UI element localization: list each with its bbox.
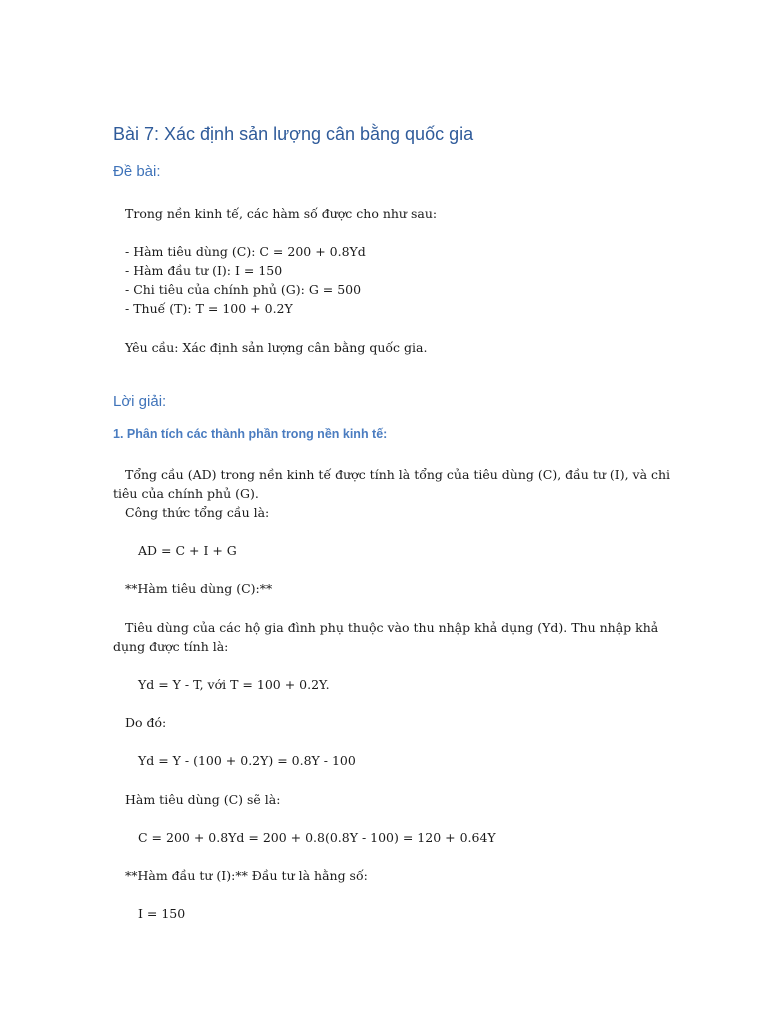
consumption-paragraph-line2: dụng được tính là: xyxy=(113,639,229,654)
solution-heading: Lời giải: xyxy=(113,393,167,410)
yd-expanded-formula: Yd = Y - (100 + 0.2Y) = 0.8Y - 100 xyxy=(138,753,356,768)
consumption-formula: C = 200 + 0.8Yd = 200 + 0.8(0.8Y - 100) = 120 + 0.64Y xyxy=(138,830,496,845)
ad-formula-intro: Công thức tổng cầu là: xyxy=(125,505,270,520)
ad-paragraph-line2: tiêu của chính phủ (G). xyxy=(113,486,259,501)
problem-item-tax: - Thuế (T): T = 100 + 0.2Y xyxy=(125,301,293,316)
ad-paragraph-line1: Tổng cầu (AD) trong nền kinh tế được tính là tổng của tiêu dùng (C), đầu tư (I), và chi xyxy=(125,467,671,482)
document-title: Bài 7: Xác định sản lượng cân bằng quốc gia xyxy=(113,124,474,144)
ad-formula: AD = C + I + G xyxy=(138,543,237,558)
consumption-function-intro: Hàm tiêu dùng (C) sẽ là: xyxy=(125,792,281,807)
consumption-label: **Hàm tiêu dùng (C):** xyxy=(125,581,273,596)
problem-heading: Đề bài: xyxy=(113,163,161,180)
problem-item-government: - Chi tiêu của chính phủ (G): G = 500 xyxy=(125,282,362,297)
step1-heading: 1. Phân tích các thành phần trong nền kinh tế: xyxy=(113,427,388,441)
investment-line: **Hàm đầu tư (I):** Đầu tư là hằng số: xyxy=(125,868,368,883)
yd-formula: Yd = Y - T, với T = 100 + 0.2Y. xyxy=(138,677,330,692)
therefore-text: Do đó: xyxy=(125,715,167,730)
investment-formula: I = 150 xyxy=(138,906,186,921)
problem-item-investment: - Hàm đầu tư (I): I = 150 xyxy=(125,263,283,278)
problem-intro: Trong nền kinh tế, các hàm số được cho như sau: xyxy=(125,206,438,221)
problem-item-consumption: - Hàm tiêu dùng (C): C = 200 + 0.8Yd xyxy=(125,244,366,259)
consumption-paragraph-line1: Tiêu dùng của các hộ gia đình phụ thuộc vào thu nhập khả dụng (Yd). Thu nhập khả xyxy=(125,620,659,635)
problem-requirement: Yêu cầu: Xác định sản lượng cân bằng quốc gia. xyxy=(125,340,428,355)
